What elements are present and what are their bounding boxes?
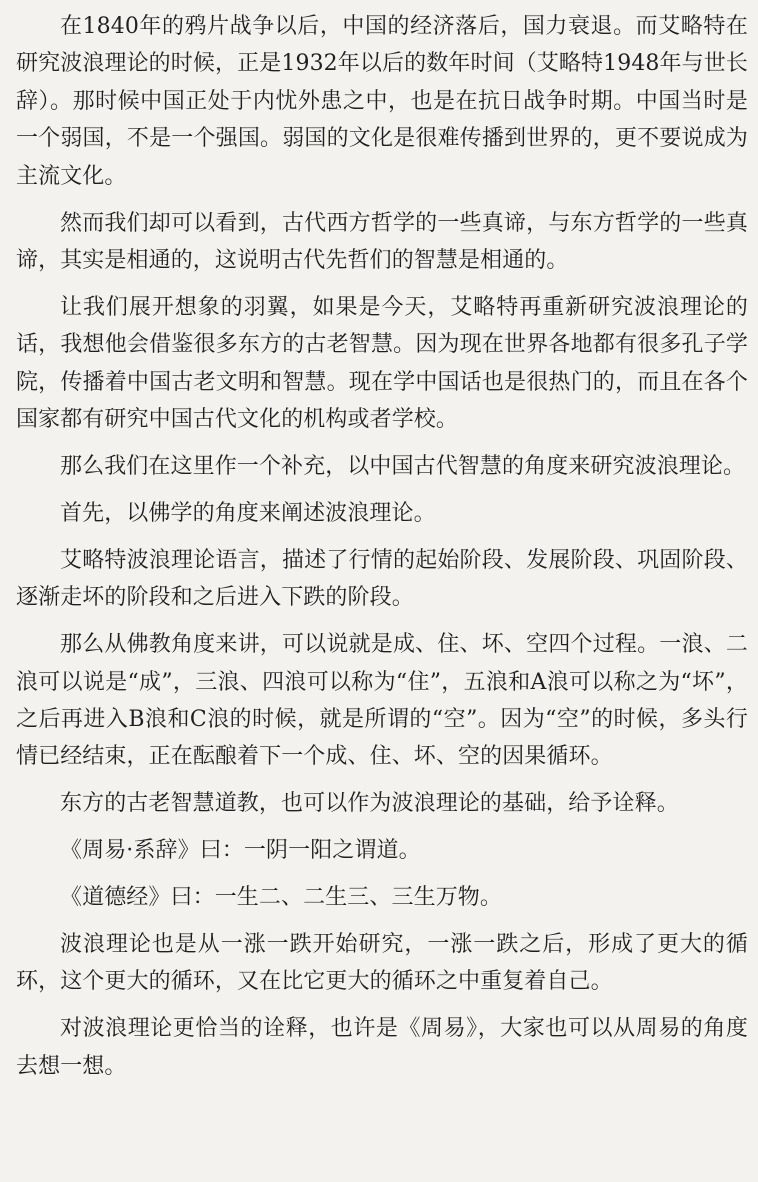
paragraph-7: 那么从佛教角度来讲，可以说就是成、住、坏、空四个过程。一浪、二浪可以说是“成”，三浪、四浪可以称为“住”，五浪和A浪可以称之为“坏”，之后再进入B浪和C浪的时候，就是所谓的“空”。因为“空”的时候，多头行情已经结束，正在酝酿着下一个成、住、坏、空的因果循环。	[16, 632, 748, 770]
paragraph-12: 对波浪理论更恰当的诠释，也许是《周易》，大家也可以从周易的角度去想一想。	[16, 1016, 748, 1079]
paragraph-1: 在1840年的鸦片战争以后，中国的经济落后，国力衰退。而艾略特在研究波浪理论的时候，正是1932年以后的数年时间（艾略特1948年与世长辞）。那时候中国正处于内忧外患之中，也是在抗日战争时期。中国当时是一个弱国，不是一个强国。弱国的文化是很难传播到世界的，更不要说成为主流文化。	[16, 14, 748, 189]
paragraph-8: 东方的古老智慧道教，也可以作为波浪理论的基础，给予诠释。	[60, 791, 679, 817]
paragraph-11: 波浪理论也是从一涨一跌开始研究，一涨一跌之后，形成了更大的循环，这个更大的循环，又在比它更大的循环之中重复着自己。	[16, 931, 748, 995]
paragraph-6: 艾略特波浪理论语言，描述了行情的起始阶段、发展阶段、巩固阶段、逐渐走坏的阶段和之后进入下跌的阶段。	[16, 547, 748, 611]
paragraph-9: 《周易·系辞》曰：一阴一阳之谓道。	[60, 838, 421, 864]
paragraph-3: 让我们展开想象的羽翼，如果是今天，艾略特再重新研究波浪理论的话，我想他会借鉴很多东方的古老智慧。因为现在世界各地都有很多孔子学院，传播着中国古老文明和智慧。现在学中国话也是很热门的，而且在各个国家都有研究中国古代文化的机构或者学校。	[16, 294, 748, 433]
paragraph-4: 那么我们在这里作一个补充，以中国古代智慧的角度来研究波浪理论。	[60, 453, 746, 479]
paragraph-10: 《道德经》曰：一生二、二生三、三生万物。	[60, 885, 503, 911]
paragraph-5: 首先，以佛学的角度来阐述波浪理论。	[60, 500, 436, 526]
paragraph-2: 然而我们却可以看到，古代西方哲学的一些真谛，与东方哲学的一些真谛，其实是相通的，这说明古代先哲们的智慧是相通的。	[16, 210, 748, 273]
